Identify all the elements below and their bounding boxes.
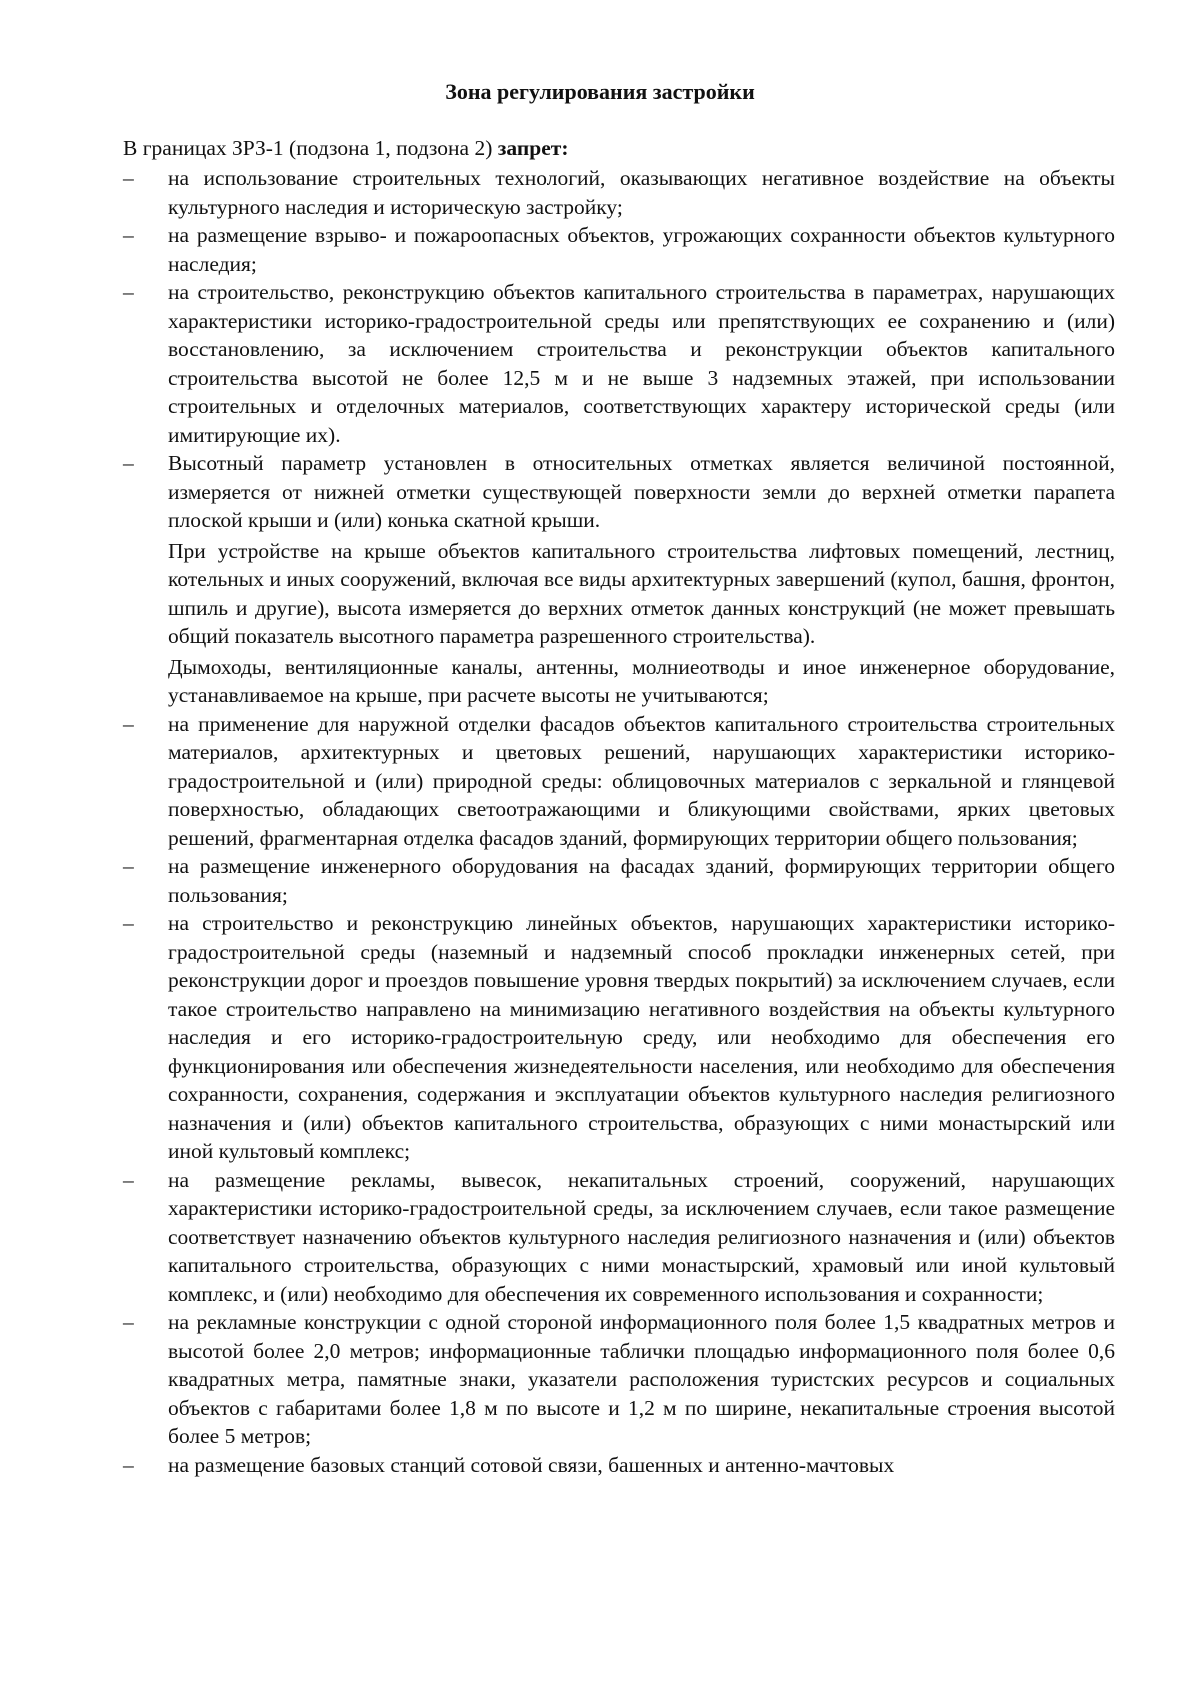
list-item-text: на применение для наружной отделки фасадов объектов капитального строительства строительных материалов, архитектурных и цветовых решений, нарушающих характеристики историко-градостроительной и (или) природной среды: облицовочных материалов с зеркальной и глянцевой поверхностью, обладающих светоотражающими и бликующими свойствами, ярких цветовых решений, фрагментарная отделка фасадов зданий, формирующих территории общего пользования; xyxy=(168,711,1115,850)
list-item xyxy=(123,221,1115,278)
list-dash: – xyxy=(123,911,134,935)
list-item-text: Высотный параметр установлен в относительных отметках является величиной постоянной, измеряется от нижней отметки существующей поверхности земли до верхней отметки парапета плоской крыши и (или) конька скатной крыши. xyxy=(168,451,1115,532)
intro-line xyxy=(123,134,1123,163)
list-item xyxy=(123,710,1115,853)
list-dash: – xyxy=(123,854,134,878)
list-item xyxy=(123,852,1115,909)
prohibition-list xyxy=(123,164,1115,1479)
list-dash: – xyxy=(123,166,134,190)
list-item-text: на размещение рекламы, вывесок, некапитальных строений, сооружений, нарушающих характеристики историко-градостроительной среды, за исключением случаев, если такое размещение соответствует назначению объектов культурного наследия религиозного назначения и (или) объектов капитального строительства, образующих с ними монастырский, храмовый или иной культовый комплекс, и (или) необходимо для обеспечения их современного использования и сохранности; xyxy=(168,1167,1115,1306)
list-item-text: При устройстве на крыше объектов капитального строительства лифтовых помещений, лестниц, котельных и иных сооружений, включая все виды архитектурных завершений (купол, башня, фронтон, шпиль и другие), высота измеряется до верхних отметок данных конструкций (не может превышать общий показатель высотного параметра разрешенного строительства). xyxy=(168,538,1115,648)
list-item-text: на размещение взрыво- и пожароопасных объектов, угрожающих сохранности объектов культурного наследия; xyxy=(168,223,1115,276)
list-dash: – xyxy=(123,451,134,475)
list-item xyxy=(123,449,1115,710)
list-item-text: на размещение инженерного оборудования на фасадах зданий, формирующих территории общего пользования; xyxy=(168,854,1115,907)
list-item-text: Дымоходы, вентиляционные каналы, антенны, молниеотводы и иное инженерное оборудование, устанавливаемое на крыше, при расчете высоты не учитываются; xyxy=(168,654,1115,707)
list-item-text: на рекламные конструкции с одной стороной информационного поля более 1,5 квадратных метров и высотой более 2,0 метров; информационные таблички площадью информационного поля более 0,6 квадратных метра, памятные знаки, указатели расположения туристских ресурсов и социальных объектов с габаритами более 1,8 м по высоте и 1,2 м по ширине, некапитальные строения высотой более 5 метров; xyxy=(168,1310,1115,1448)
list-item-text: на строительство и реконструкцию линейных объектов, нарушающих характеристики историко-градостроительной среды (наземный и надземный способ прокладки инженерных сетей, при реконструкции дорог и проездов повышение уровня твердых покрытий) за исключением случаев, если такое строительство направлено на минимизацию негативного воздействия на объекты культурного наследия и его историко-градостроительную среду, или необходимо для обеспечения его функционирования или обеспечения жизнедеятельности населения, или необходимо для обеспечения сохранности, сохранения, содержания и эксплуатации объектов культурного наследия религиозного назначения и (или) объектов капитального строительства, образующих с ними монастырский или иной культовый комплекс; xyxy=(168,911,1115,1163)
list-dash: – xyxy=(123,280,134,304)
document-title: Зона регулирования застройки xyxy=(445,79,755,104)
list-dash: – xyxy=(123,223,134,247)
list-item-text: на размещение базовых станций сотовой связи, башенных и антенно-мачтовых xyxy=(168,1452,895,1477)
intro-bold: запрет: xyxy=(497,136,569,160)
list-item xyxy=(123,909,1115,1166)
list-dash: – xyxy=(123,711,134,736)
list-item xyxy=(123,1451,1115,1480)
list-dash: – xyxy=(123,1452,134,1477)
list-item-text: на использование строительных технологий, оказывающих негативное воздействие на объекты культурного наследия и историческую застройку; xyxy=(168,166,1115,219)
list-item xyxy=(123,1166,1115,1309)
list-item xyxy=(123,278,1115,449)
list-item xyxy=(123,1308,1115,1451)
list-dash: – xyxy=(123,1167,134,1192)
list-dash: – xyxy=(123,1310,134,1334)
list-item xyxy=(123,164,1115,221)
intro-prefix: В границах ЗРЗ-1 (подзона 1, подзона 2) xyxy=(123,136,498,160)
list-item-text: на строительство, реконструкцию объектов капитального строительства в параметрах, нарушающих характеристики историко-градостроительной среды или препятствующих ее сохранению и (или) восстановлению, за исключением строительства и реконструкции объектов капитального строительства высотой не более 12,5 м и не выше 3 надземных этажей, при использовании строительных и отделочных материалов, соответствующих характеру исторической среды (или имитирующие их). xyxy=(168,280,1115,447)
